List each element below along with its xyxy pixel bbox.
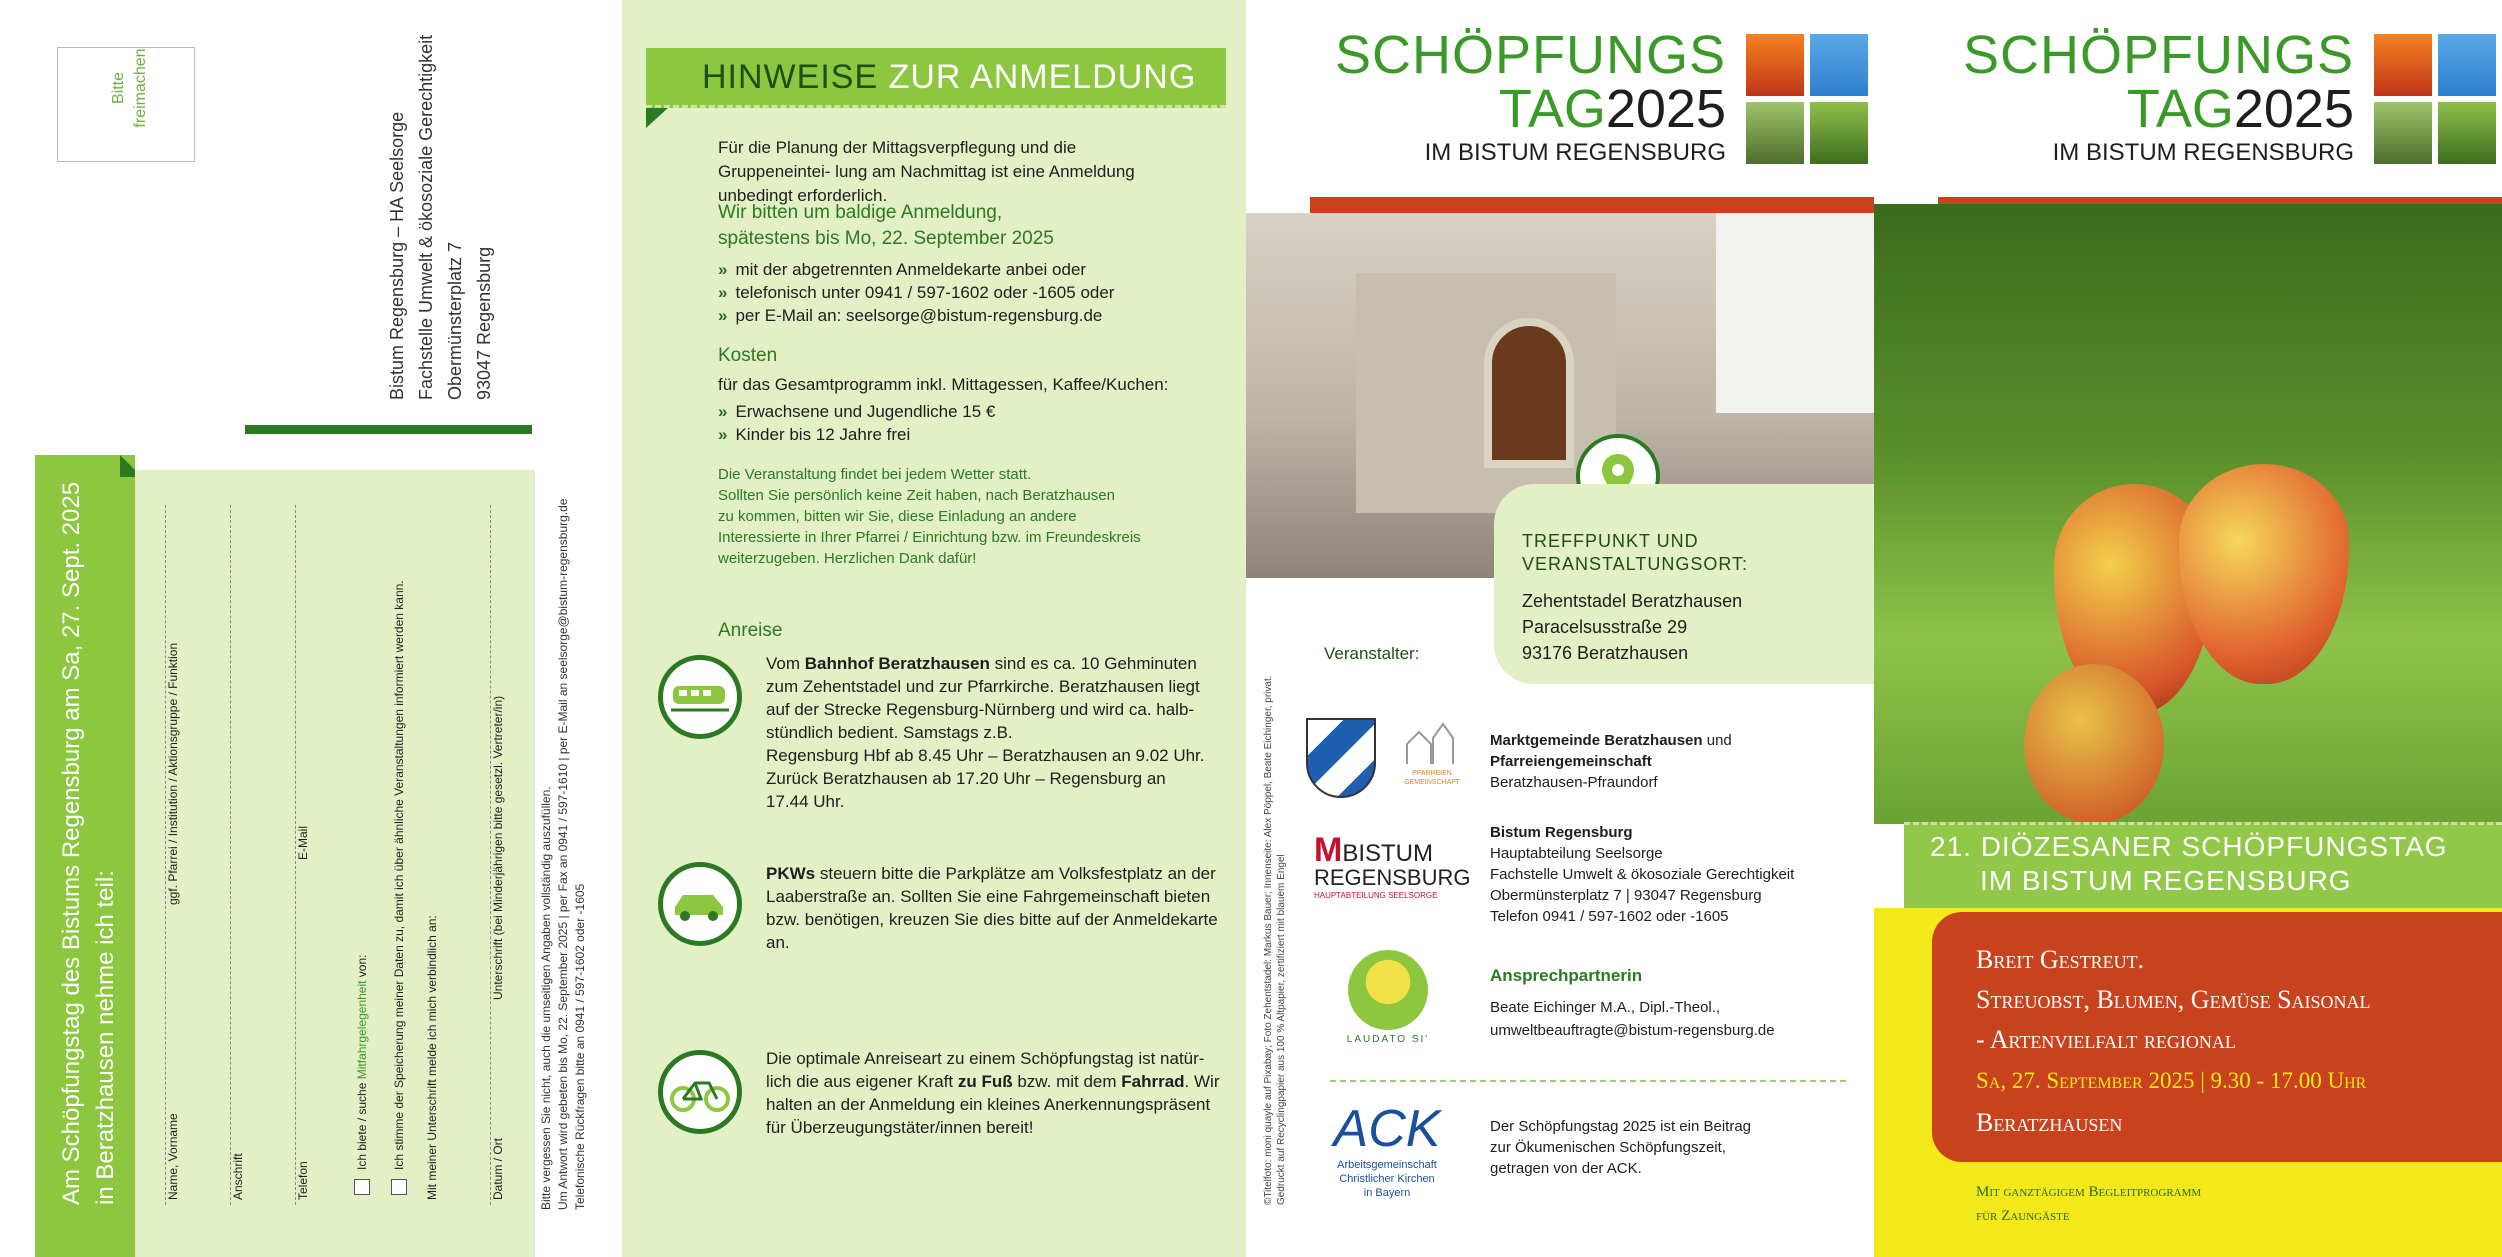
form-notes xyxy=(538,499,589,1210)
deadline xyxy=(718,200,1054,252)
address-line: Fachstelle Umwelt & ökosoziale Gerechtigkeit xyxy=(416,34,436,400)
contact-line: umweltbeauftragte@bistum-regensburg.de xyxy=(1490,1022,1775,1039)
car-icon xyxy=(658,862,742,946)
event-logo xyxy=(1306,25,1726,170)
credit-line: Gedruckt auf Recyclingpapier aus 100 % Altpapier, zertifiziert mit blauem Engel xyxy=(1276,854,1287,1205)
bistum-logo-line2: REGENSBURG xyxy=(1314,865,1471,890)
train-line: Regensburg Hbf ab 8.45 Uhr – Beratzhausen an 9.02 Uhr. xyxy=(766,746,1205,765)
weather-line: Die Veranstaltung findet bei jedem Wetter statt. xyxy=(718,466,1032,483)
credit-line: ©Titelfoto: moni quayle auf Pixabay; Foto Zehentstadel: Markus Bauer; Innenseite: Alex Pöppel, Beate Eichinger, privat. xyxy=(1263,675,1274,1205)
org2-line: Bistum Regensburg xyxy=(1490,824,1633,841)
bike-line: Die optimale Anreiseart zu einem Schöpfungstag ist natür- xyxy=(766,1049,1205,1068)
program-line: für Zaungäste xyxy=(1976,1208,2070,1224)
bistum-logo xyxy=(1314,831,1471,902)
note-line: Bitte vergessen Sie nicht, auch die umseitigen Angaben vollständig auszufüllen. xyxy=(539,786,553,1210)
signature-label: Unterschrift (bei Minderjährigen bitte gesetzl. Vertreter/in) xyxy=(491,695,505,1000)
meeting-title xyxy=(1522,530,1748,576)
header-stripe xyxy=(1310,197,1874,213)
banner-text xyxy=(55,482,123,1205)
meeting-title-line: TREFFPUNKT UND xyxy=(1522,531,1699,551)
logo-line3: IM BISTUM REGENSBURG xyxy=(2052,139,2354,166)
logo-line1: SCHÖPFUNGS xyxy=(1334,25,1726,85)
contact-line: Beate Eichinger M.A., Dipl.-Theol., xyxy=(1490,999,1721,1016)
motto-line: Streuobst, Blumen, Gemüse Saisonal xyxy=(1976,985,2371,1014)
organizer-panel xyxy=(1246,0,1874,1257)
org1-line: Pfarreiengemeinschaft xyxy=(1490,753,1652,770)
address-divider xyxy=(245,425,532,434)
motto-text xyxy=(1976,940,2371,1060)
address-line: 93047 Regensburg xyxy=(474,246,494,400)
intro-text: Für die Planung der Mittagsverpflegung und die Gruppeneintei- lung am Nachmittag ist eine Anmeldung unbedingt erforderlich. xyxy=(718,138,1135,205)
program-note xyxy=(1976,1180,2201,1228)
deadline-line: spätestens bis Mo, 22. September 2025 xyxy=(718,228,1054,249)
bike-line: halten an der Anmeldung ein kleines Anerkennungspräsent xyxy=(766,1095,1211,1114)
date-label: Datum / Ort xyxy=(491,1137,505,1200)
car-line: Laaberstraße an. Sollten Sie eine Fahrgemeinschaft bieten xyxy=(766,887,1211,906)
org1-line: Beratzhausen-Pfraundorf xyxy=(1490,774,1658,791)
name-label: Name, Vorname xyxy=(166,1113,180,1200)
logo-line1: SCHÖPFUNGS xyxy=(1962,25,2354,85)
address-line: Obermünsterplatz 7 xyxy=(445,241,465,400)
title-fold xyxy=(646,108,668,128)
email-label: E-Mail xyxy=(296,825,310,860)
photo-credits xyxy=(1262,675,1288,1205)
org1-text xyxy=(1490,730,1732,793)
event-date: Sa, 27. September 2025 | 9.30 - 17.00 Uhr xyxy=(1976,1068,2367,1093)
signature-note: Mit meiner Unterschrift melde ich mich verbindlich an: xyxy=(425,915,439,1200)
cover-logo-collage xyxy=(2374,34,2502,168)
org1-line: Marktgemeinde Beratzhausen und xyxy=(1490,732,1732,749)
train-icon xyxy=(658,655,742,739)
address-field[interactable] xyxy=(230,505,231,1205)
return-address xyxy=(383,35,499,400)
meeting-address-line: 93176 Beratzhausen xyxy=(1522,643,1689,663)
ack-text xyxy=(1490,1116,1751,1179)
motto-line: - Artenvielfalt regional xyxy=(1976,1025,2236,1054)
train-line: auf der Strecke Regensburg-Nürnberg und wird ca. halb- xyxy=(766,700,1195,719)
event-place: Beratzhausen xyxy=(1976,1108,2123,1137)
address-line: Bistum Regensburg – HA Seelsorge xyxy=(387,111,407,400)
weather-line: Interessierte in Ihrer Pfarrei / Einrichtung bzw. im Freundeskreis xyxy=(718,529,1141,546)
ack-logo-text: ACK xyxy=(1333,1100,1441,1158)
ack-line: getragen von der ACK. xyxy=(1490,1160,1642,1177)
motto-line: Breit Gestreut. xyxy=(1976,945,2145,974)
train-line: Zurück Beratzhausen ab 17.20 Uhr – Regensburg an xyxy=(766,769,1166,788)
banner-line: Am Schöpfungstag des Bistums Regensburg am Sa, 27. Sept. 2025 xyxy=(58,481,85,1205)
train-line: 17.44 Uhr. xyxy=(766,792,845,811)
org2-line: Hauptabteilung Seelsorge xyxy=(1490,845,1663,862)
meeting-title-line: VERANSTALTUNGSORT: xyxy=(1522,554,1749,574)
car-text xyxy=(766,862,1226,954)
weather-line: Sollten Sie persönlich keine Zeit haben, nach Beratzhausen xyxy=(718,487,1115,504)
list-item: » Erwachsene und Jugendliche 15 € xyxy=(718,400,995,423)
laudato-si-logo xyxy=(1342,950,1434,1054)
meeting-address xyxy=(1522,588,1742,666)
note-line: Um Antwort wird gebeten bis Mo, 22. September 2025 | per Fax an 0941 / 597-1610 | per E-Mail an seelsorge@bistum-regensburg.de xyxy=(556,498,570,1210)
org2-line: Obermünsterplatz 7 | 93047 Regensburg xyxy=(1490,887,1762,904)
train-text xyxy=(766,652,1226,813)
ack-logo-subtitle: Christlicher Kirchen xyxy=(1339,1173,1435,1185)
cover-logo xyxy=(1934,25,2354,170)
weather-note xyxy=(718,464,1141,569)
contact-title: Ansprechpartnerin xyxy=(1490,966,1643,985)
ride-checkbox[interactable] xyxy=(354,1179,370,1195)
phone-label: Telefon xyxy=(296,1161,310,1200)
org2-text xyxy=(1490,822,1794,927)
logo-line3: IM BISTUM REGENSBURG xyxy=(1424,139,1726,166)
section-divider xyxy=(1330,1080,1846,1082)
bike-line: lich die aus eigener Kraft zu Fuß bzw. mit dem Fahrrad. Wir xyxy=(766,1072,1220,1091)
coat-of-arms-logo xyxy=(1306,718,1376,798)
car-line: PKWs steuern bitte die Parkplätze am Volksfestplatz an der xyxy=(766,864,1216,883)
train-line: stündlich bedient. Samstags z.B. xyxy=(766,723,1013,742)
org2-line: Telefon 0941 / 597-1602 oder -1605 xyxy=(1490,908,1729,925)
bike-line: für Überzeugungstäter/innen bereit! xyxy=(766,1118,1034,1137)
ack-line: zur Ökumenischen Schöpfungszeit, xyxy=(1490,1139,1726,1156)
meeting-address-line: Paracelsusstraße 29 xyxy=(1522,617,1688,637)
list-item: » telefonisch unter 0941 / 597-1602 oder -1605 oder xyxy=(718,281,1114,304)
bistum-logo-line1: MBISTUM xyxy=(1314,831,1433,869)
cover-banner-line: 21. DIÖZESANER SCHÖPFUNGSTAG xyxy=(1930,831,2448,862)
ack-logo-subtitle: in Bayern xyxy=(1363,1187,1411,1199)
logo-line2: TAG2025 xyxy=(1498,79,1726,139)
deadline-line: Wir bitten um baldige Anmeldung, xyxy=(718,202,1003,223)
list-item: » mit der abgetrennten Anmeldekarte anbei oder xyxy=(718,258,1114,281)
info-title: HINWEISE ZUR ANMELDUNG xyxy=(702,58,1197,96)
stamp-label: Bitte freimachen xyxy=(110,48,149,128)
parish-label: ggf. Pfarrei / Institution / Aktionsgruppe / Funktion xyxy=(166,642,180,905)
note-line: Telefonische Rückfragen bitte an 0941 / 597-1602 oder -1605 xyxy=(573,883,587,1210)
org2-line: Fachstelle Umwelt & ökosoziale Gerechtigkeit xyxy=(1490,866,1795,883)
travel-title: Anreise xyxy=(718,620,783,641)
costs-list xyxy=(718,400,995,446)
consent-label: Ich stimme der Speicherung meiner Daten zu, damit ich über ähnliche Veranstaltungen informiert werden kann. xyxy=(392,580,406,1170)
costs-intro: für das Gesamtprogramm inkl. Mittagessen, Kaffee/Kuchen: xyxy=(718,375,1169,394)
car-line: an. xyxy=(766,933,790,952)
cover-banner-line: IM BISTUM REGENSBURG xyxy=(1980,865,2352,896)
parish-logo-text: GEMEINSCHAFT xyxy=(1404,779,1460,786)
car-line: bzw. benötigen, kreuzen Sie dies bitte auf der Anmeldekarte xyxy=(766,910,1218,929)
address-field-label: Anschrift xyxy=(231,1153,245,1200)
parish-logo xyxy=(1392,718,1472,790)
parish-logo-text: PFARREIEN xyxy=(1412,770,1452,777)
logo-collage xyxy=(1746,34,1874,168)
weather-line: weiterzugeben. Herzlichen Dank dafür! xyxy=(718,550,977,567)
bistum-logo-line3: HAUPTABTEILUNG SEELSORGE xyxy=(1314,891,1438,900)
meeting-address-line: Zehentstadel Beratzhausen xyxy=(1522,591,1743,611)
bicycle-icon xyxy=(658,1050,742,1134)
ack-logo xyxy=(1312,1100,1462,1200)
ride-label: Ich biete / suche Mitfahrgelegenheit von: xyxy=(355,954,369,1170)
logo-line2: TAG2025 xyxy=(2126,79,2354,139)
bike-text xyxy=(766,1047,1226,1139)
cover-banner-title xyxy=(1930,830,2448,898)
contact-text xyxy=(1490,996,1775,1042)
cover-panel xyxy=(1874,0,2502,1257)
laudato-si-text: LAUDATO SI' xyxy=(1346,1034,1430,1045)
weather-line: zu kommen, bitten wir Sie, diese Einladung an andere xyxy=(718,508,1077,525)
ack-logo-subtitle: Arbeitsgemeinschaft xyxy=(1337,1159,1437,1171)
train-line: Vom Bahnhof Beratzhausen sind es ca. 10 Gehminuten xyxy=(766,654,1197,673)
pears-photo xyxy=(1874,204,2502,824)
list-item: » per E-Mail an: seelsorge@bistum-regensburg.de xyxy=(718,304,1114,327)
ack-line: Der Schöpfungstag 2025 ist ein Beitrag xyxy=(1490,1118,1751,1135)
list-item: » Kinder bis 12 Jahre frei xyxy=(718,423,995,446)
methods-list xyxy=(718,258,1114,327)
train-line: zum Zehentstadel und zur Pfarrkirche. Beratzhausen liegt xyxy=(766,677,1200,696)
banner-line: in Beratzhausen nehme ich teil: xyxy=(92,870,119,1205)
registration-form xyxy=(135,470,535,1257)
program-line: Mit ganztägigem Begleitprogramm xyxy=(1976,1184,2202,1200)
info-panel xyxy=(622,0,1246,1257)
costs-title: Kosten xyxy=(718,345,778,366)
organizer-label: Veranstalter: xyxy=(1324,644,1420,663)
consent-checkbox[interactable] xyxy=(391,1179,407,1195)
registration-card-panel xyxy=(0,0,622,1257)
